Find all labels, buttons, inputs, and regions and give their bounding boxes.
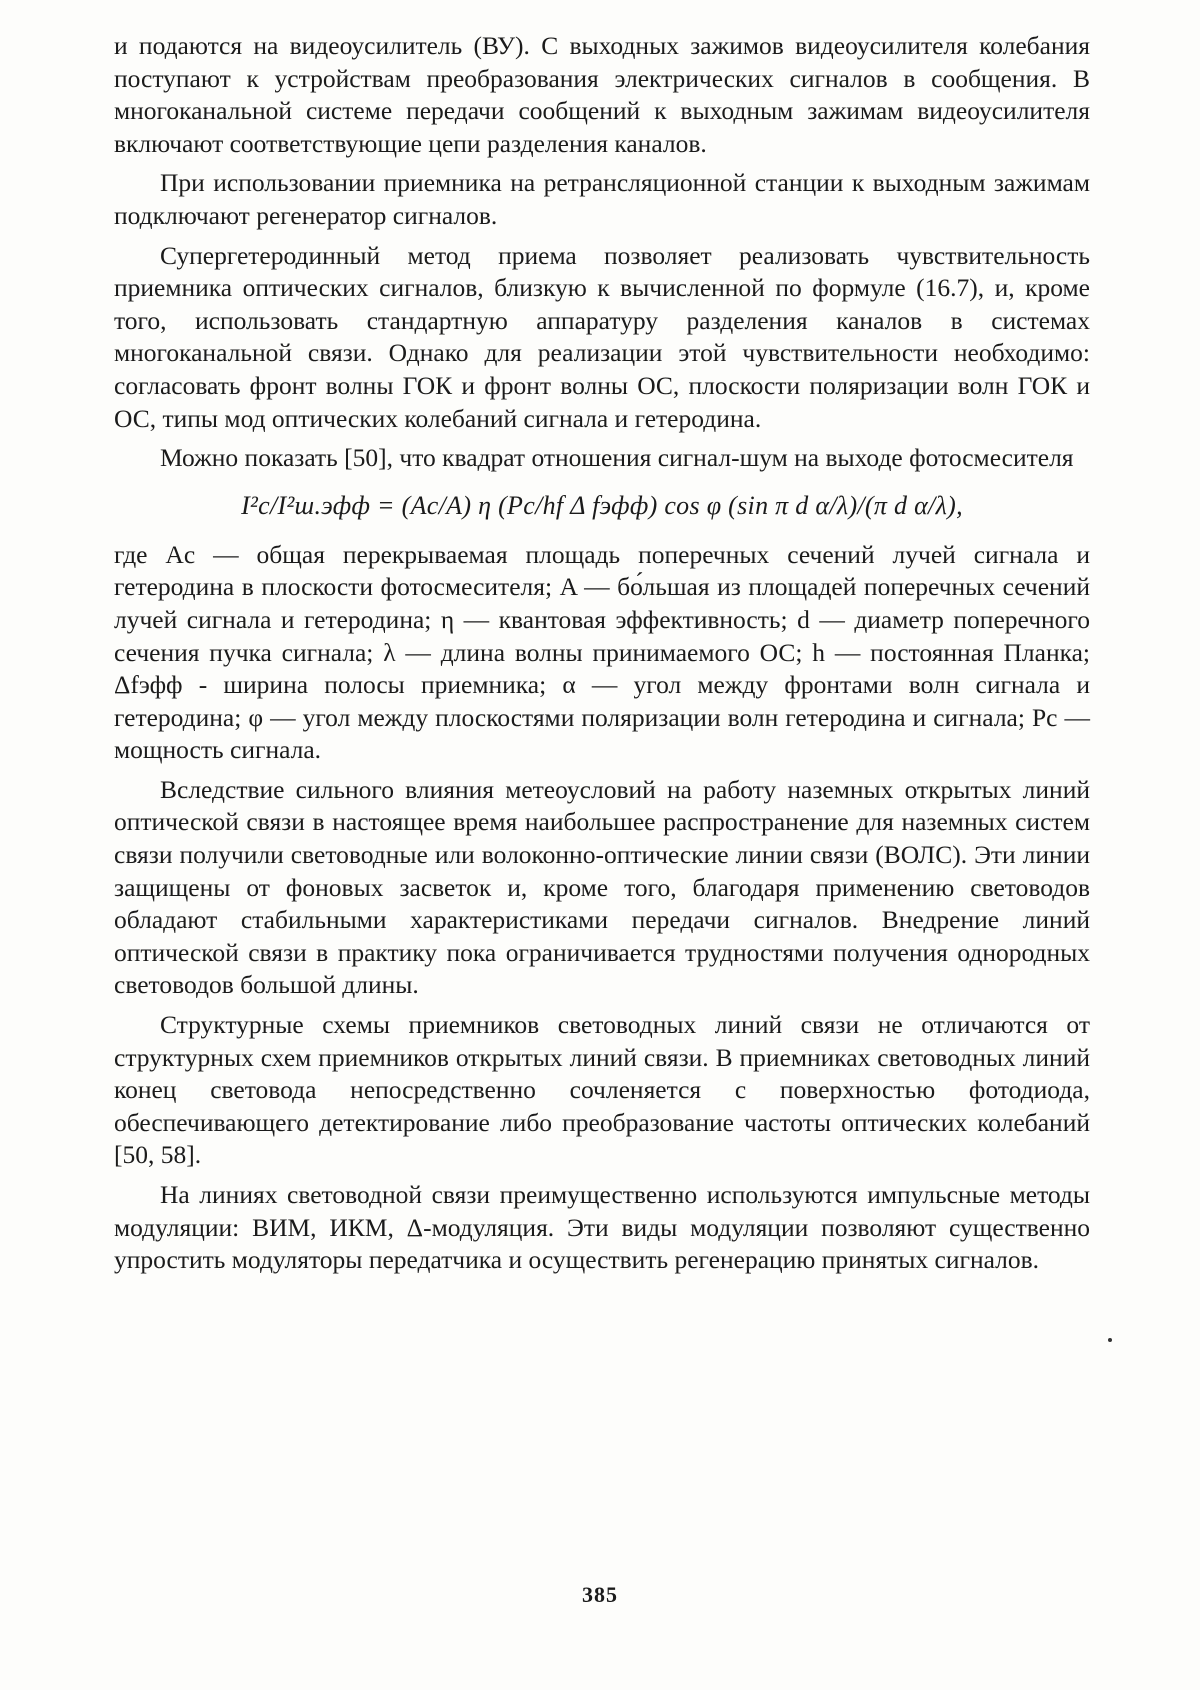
paragraph-continuation: и подаются на видеоусилитель (ВУ). С выходных зажимов видеоусилителя колебания поступают к устройствам преобразования электрических сигналов в сообщения. В многоканальной системе передачи сообщений к выходным зажимам видеоусилителя включают соответствующие цепи разделения каналов. — [114, 31, 1090, 158]
paragraph-snr-intro: Можно показать [50], что квадрат отношения сигнал-шум на выходе фотосмесителя — [160, 443, 1074, 473]
paragraph-modulation: На линиях световодной связи преимущественно используются импульсные методы модуляции: ВИМ, ИКМ, Δ-модуляция. Эти виды модуляции позволяют существенно упростить модуляторы передатчика и осуществить регенерацию принятых сигналов. — [114, 1180, 1090, 1275]
page-number: 385 — [582, 1582, 618, 1607]
paragraph-superheterodyne: Супергетеродинный метод приема позволяет реализовать чувствительность приемника оптических сигналов, близкую к вычисленной по формуле (16.7), и, кроме того, использовать стандартную аппаратуру разделения каналов в системах многоканальной связи. Однако для реализации этой чувствительности необходимо: согласовать фронт волны ГОК и фронт волны ОС, плоскости поляризации волн ГОК и ОС, типы мод оптических колебаний сигнала и гетеродина. — [114, 240, 1090, 433]
paragraph-formula-legend: где Aс — общая перекрываемая площадь поперечных сечений лучей сигнала и гетеродина в плоскости фотосмесителя; A — бо́льшая из площадей поперечных сечений лучей сигнала и гетеродина; η — квантовая эффективность; d — диаметр поперечного сечения пучка сигнала; λ — длина волны принимаемого ОС; h — постоянная Планка; Δfэфф - ширина полосы приемника; α — угол между фронтами волн сигнала и гетеродина; φ — угол между плоскостями поляризации волн гетеродина и сигнала; Pс — мощность сигнала. — [114, 539, 1090, 765]
snr-formula: I²с/I²ш.эфф = (Aс/A) η (Pс/hf Δ fэфф) cos φ (sin π d α/λ)/(π d α/λ), — [241, 490, 963, 520]
margin-dot — [1108, 1338, 1112, 1342]
paragraph-receiver-structure: Структурные схемы приемников световодных линий связи не отличаются от структурных схем приемников открытых линий связи. В приемниках световодных линий конец световода непосредственно сочленяется с поверхностью фотодиода, обеспечивающего детектирование либо преобразование частоты оптических колебаний [50, 58]. — [114, 1010, 1090, 1170]
paragraph-fiber-lines: Вследствие сильного влияния метеоусловий на работу наземных открытых линий оптической связи в настоящее время наибольшее распространение для наземных систем связи получили световодные или волоконно-оптические линии связи (ВОЛС). Эти линии защищены от фоновых засветок и, кроме того, благодаря применению световодов обладают стабильными характеристиками передачи сигналов. Внедрение линий оптической связи в практику пока ограничивается трудностями получения однородных световодов большой длины. — [114, 774, 1090, 1000]
paragraph-retransmission: При использовании приемника на ретрансляционной станции к выходным зажимам подключают регенератор сигналов. — [114, 168, 1090, 230]
body-text — [114, 30, 1090, 1284]
